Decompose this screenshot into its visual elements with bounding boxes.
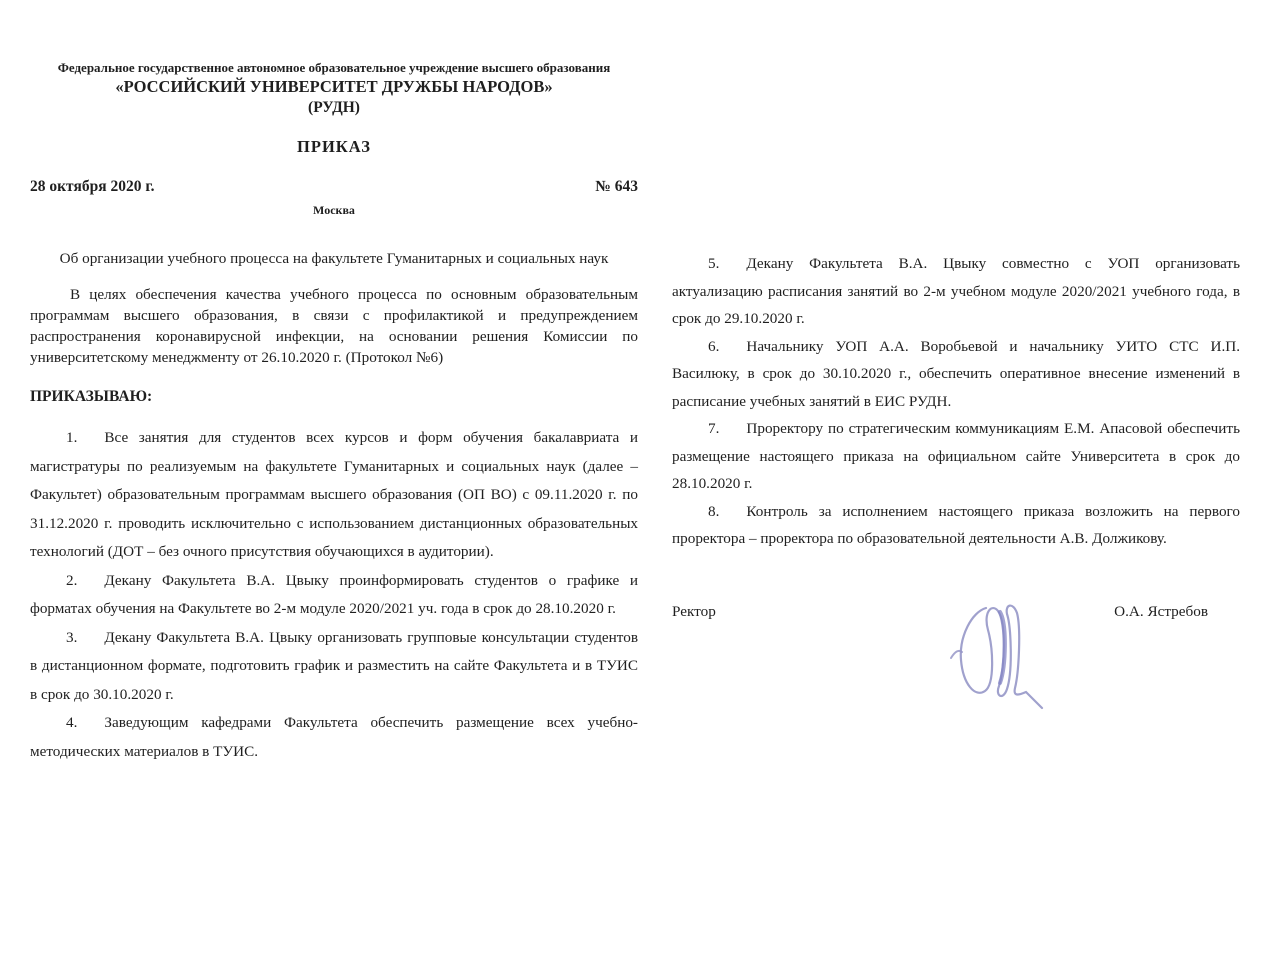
order-item [672, 415, 1240, 498]
order-items-left [30, 424, 638, 766]
signature-scribble [948, 596, 1048, 716]
order-item [672, 250, 1240, 333]
item-text: Заведующим кафедрами Факультета обеспечить размещение всех учебно-методических материалов в ТУИС. [30, 714, 638, 760]
document-type-title: ПРИКАЗ [297, 137, 371, 156]
order-date: 28 октября 2020 г. [30, 178, 155, 195]
item-number: 1. [66, 429, 78, 446]
order-subject: Об организации учебного процесса на факультете Гуманитарных и социальных наук [59, 250, 609, 267]
item-text: Контроль за исполнением настоящего приказа возложить на первого проректора – проректора по образовательной деятельности А.В. Должикову. [672, 502, 1240, 547]
item-text: Проректору по стратегическим коммуникациям Е.М. Апасовой обеспечить размещение настоящего приказа на официальном сайте Университета в срок до 28.10.2020 г. [672, 420, 1240, 492]
item-number: 2. [66, 571, 78, 589]
item-text: Декану Факультета В.А. Цвыку совместно с УОП организовать актуализацию расписания занятий во 2-м учебном модуле 2020/2021 учебного года, в срок до 29.10.2020 г. [672, 255, 1240, 327]
order-item [30, 709, 638, 766]
item-number: 8. [708, 502, 720, 520]
order-item [672, 498, 1240, 553]
item-text: Декану Факультета В.А. Цвыку проинформировать студентов о графике и форматах обучения на Факультете во 2-м модуле 2020/2021 уч. года в срок до 28.10.2020 г. [30, 571, 638, 617]
date-number-row [30, 178, 638, 196]
left-column [30, 60, 638, 766]
item-number: 3. [66, 628, 78, 646]
item-text: Начальнику УОП А.А. Воробьевой и начальнику УИТО СТС И.П. Василюку, в срок до 30.10.2020 г., обеспечить оперативное внесение изменений в расписание учебных занятий в ЕИС РУДН. [672, 337, 1240, 410]
item-text: Декану Факультета В.А. Цвыку организовать групповые консультации студентов в дистанционном формате, подготовить график и разместить на сайте Факультета и в ТУИС в срок до 30.10.2020 г. [30, 628, 638, 703]
item-number: 6. [708, 337, 720, 355]
order-items-right [672, 250, 1240, 553]
item-number: 7. [708, 420, 720, 437]
order-word: ПРИКАЗЫВАЮ: [30, 388, 153, 405]
item-number: 4. [66, 714, 78, 731]
order-item [30, 567, 638, 624]
order-item [30, 624, 638, 710]
order-item [672, 333, 1240, 416]
city-label: Москва [313, 203, 355, 217]
preamble-paragraph: В целях обеспечения качества учебного процесса по основным образовательным программам высшего образования, в связи с профилактикой и предупреждением распространения коронавирусной инфекции, на основании решения Комиссии по университетскому менеджменту от 26.10.2020 г. (Протокол №6) [30, 286, 638, 366]
org-name-line2: «РОССИЙСКИЙ УНИВЕРСИТЕТ ДРУЖБЫ НАРОДОВ» [115, 77, 553, 96]
order-number: № 643 [595, 178, 638, 195]
item-text: Все занятия для студентов всех курсов и форм обучения бакалавриата и магистратуры по реализуемым на факультете Гуманитарных и социальных наук (далее – Факультет) образовательным программам высшего образования (ОП ВО) с 09.11.2020 г. по 31.12.2020 г. проводить исключительно с использованием дистанционных образовательных технологий (ДОТ – без очного присутствия обучающихся в аудитории). [30, 429, 638, 560]
order-item [30, 424, 638, 567]
item-number: 5. [708, 255, 720, 272]
org-name-line1: Федеральное государственное автономное образовательное учреждение высшего образования [57, 60, 611, 75]
signer-name: О.А. Ястребов [1114, 602, 1208, 620]
right-column [672, 250, 1240, 621]
signer-title: Ректор [672, 602, 716, 620]
org-abbreviation: (РУДН) [308, 99, 360, 116]
